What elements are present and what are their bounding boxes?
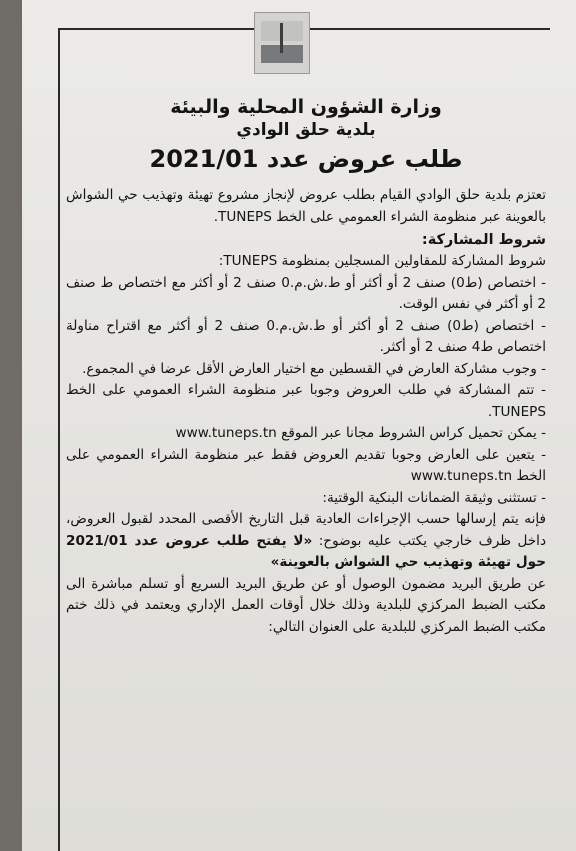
condition-item: - يمكن تحميل كراس الشروط مجانا عبر الموقع www.tuneps.tn (175, 425, 546, 441)
intro-paragraph: تعتزم بلدية حلق الوادي القيام بطلب عروض لإنجاز مشروع تهيئة وتهذيب حي الشواش بالعوينة عبر منظومة الشراء العمومي على الخط TUNEPS. (66, 187, 546, 225)
condition-item: - وجوب مشاركة العارض في القسطين مع اختيار العارض الأقل عرضا في المجموع. (82, 360, 546, 377)
closing-paragraph (66, 509, 546, 574)
condition-item: - اختصاص (ط0) صنف 2 أو أكثر أو ط.ش.م.0 صنف 2 أو أكثر مع اقتراح مناولة اختصاص ط4 صنف 2 أو أكثر. (66, 317, 546, 355)
conditions-heading: شروط المشاركة: (421, 232, 546, 248)
municipality-emblem-icon (254, 12, 310, 74)
condition-item: - تتم المشاركة في طلب العروض وجوبا عبر منظومة الشراء العمومي على الخط TUNEPS. (66, 382, 546, 420)
closing-text: فإنه يتم إرسالها حسب الإجراءات العادية قبل التاريخ الأقصى المحدد لقبول العروض، داخل ظرف خارجي يكتب عليه بوضوح: (66, 511, 547, 549)
condition-item: - اختصاص (ط0) صنف 2 أو أكثر أو ط.ش.م.0 صنف 2 أو أكثر مع اختصاص ط صنف 2 أو أكثر في نفس الوقت. (66, 274, 546, 312)
condition-item: شروط المشاركة للمقاولين المسجلين بمنظومة TUNEPS: (218, 253, 546, 269)
delivery-paragraph: عن طريق البريد مضمون الوصول أو عن طريق البريد السريع أو تسلم مباشرة الى مكتب الضبط المركزي للبلدية وذلك خلال أوقات العمل الإداري ويعتمد في ذلك ختم مكتب الضبط المركزي للبلدية على العنوان التالي: (66, 575, 546, 635)
tender-notice (66, 96, 546, 638)
ministry-title: وزارة الشؤون المحلية والبيئة (170, 96, 442, 118)
envelope-label: «لا يفتح طلب عروض عدد 2021/01 حول تهيئة وتهذيب حي الشواش بالعوينة» (66, 532, 546, 570)
municipality-title: بلدية حلق الوادي (236, 120, 376, 140)
condition-item: - يتعين على العارض وجوبا تقديم العروض فقط عبر منظومة الشراء العمومي على الخط www.tuneps.tn (66, 446, 546, 484)
condition-item: - تستثنى وثيقة الضمانات البنكية الوقتية: (322, 489, 546, 506)
newspaper-page (22, 0, 576, 851)
tender-title: طلب عروض عدد 2021/01 (149, 145, 463, 173)
